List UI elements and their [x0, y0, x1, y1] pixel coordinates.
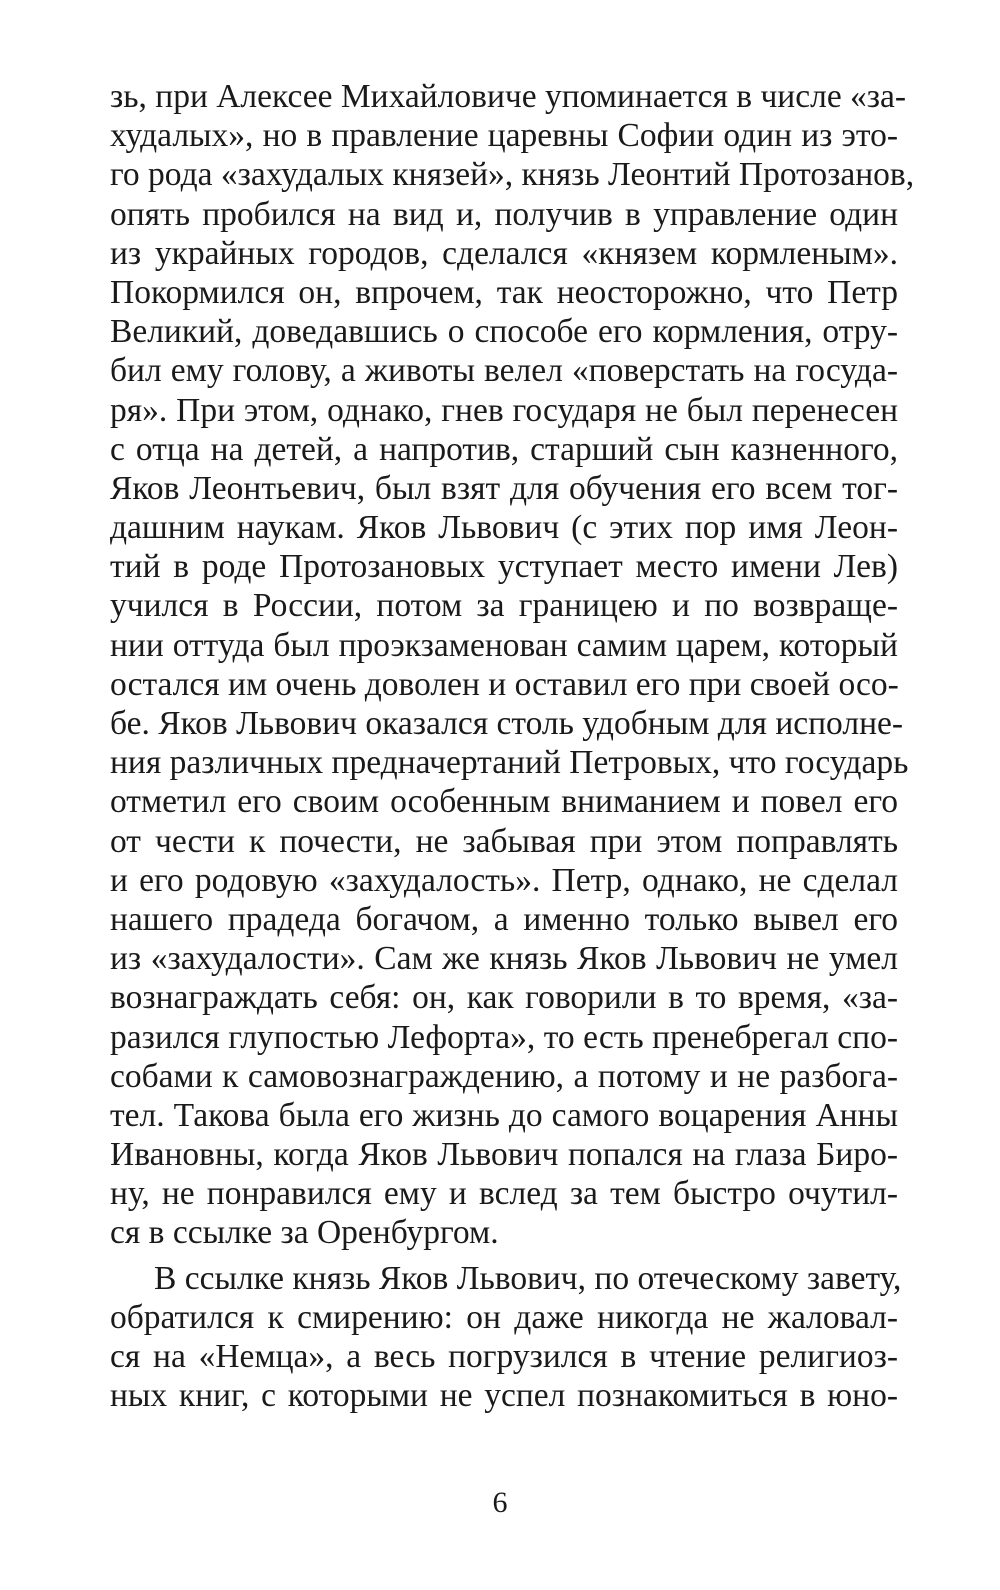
text-line: тел. Такова была его жизнь до самого воцарения Анны: [110, 1096, 898, 1134]
text-line: тий в роде Протозановых уступает место имени Лев): [110, 548, 898, 586]
text-line: из украйных городов, сделался «князем кормленым».: [110, 234, 898, 272]
text-line: остался им очень доволен и оставил его при своей осо-: [110, 665, 899, 703]
text-line: ну, не понравился ему и вслед за тем быстро очутил-: [110, 1175, 898, 1213]
text-line: бил ему голову, а животы велел «поверстать на госуда-: [110, 352, 898, 390]
text-line: собами к самовознаграждению, а потому и не разбога-: [110, 1057, 898, 1095]
text-line: ся на «Немца», а весь погрузился в чтение религиоз-: [110, 1338, 898, 1375]
text-line: вознаграждать себя: он, как говорили в то время, «за-: [110, 979, 898, 1017]
text-line: от чести к почести, не забывая при этом поправлять: [110, 822, 898, 860]
text-line: ся в ссылке за Оренбургом.: [110, 1214, 499, 1252]
text-line: обратился к смирению: он даже никогда не жаловал-: [110, 1298, 898, 1336]
text-line: нашего прадеда богачом, а именно только вывел его: [110, 900, 898, 938]
text-line: Яков Леонтьевич, был взят для обучения его всем тог-: [110, 469, 898, 507]
text-line: разился глупостью Лефорта», то есть пренебрегал спо-: [110, 1018, 898, 1056]
text-line: ных книг, с которыми не успел познакомиться в юно-: [110, 1377, 898, 1415]
body-text: [110, 77, 915, 1415]
text-line: отметил его своим особенным вниманием и повел его: [110, 783, 898, 821]
text-line: дашним наукам. Яков Львович (с этих пор имя Леон-: [110, 509, 898, 547]
text-line: го рода «захудалых князей», князь Леонтий Протозанов,: [110, 156, 915, 194]
text-line: опять пробился на вид и, получив в управление один: [110, 195, 898, 233]
text-line: Ивановны, когда Яков Львович попался на глаза Биро-: [110, 1136, 898, 1174]
text-line: нии оттуда был проэкзаменован самим царем, который: [110, 626, 898, 664]
paragraph-1: [110, 77, 915, 1253]
text-line: учился в России, потом за границею и по возвраще-: [110, 587, 898, 625]
text-line: Великий, доведавшись о способе его кормления, отру-: [110, 313, 898, 351]
page-number: 6: [492, 1486, 508, 1519]
text-line: худалых», но в правление царевны Софии один из это-: [110, 117, 898, 155]
text-line: В ссылке князь Яков Львович, по отеческому завету,: [154, 1259, 902, 1297]
text-line: с отца на детей, а напротив, старший сын казненного,: [110, 430, 898, 468]
text-line: Покормился он, впрочем, так неосторожно, что Петр: [110, 273, 898, 311]
text-line: зь, при Алексее Михайловиче упоминается в числе «за-: [110, 78, 907, 115]
paragraph-2: [110, 1259, 902, 1416]
text-line: ря». При этом, однако, гнев государя не был перенесен: [110, 391, 898, 429]
text-line: из «захудалости». Сам же князь Яков Львович не умел: [110, 940, 898, 978]
text-line: бе. Яков Львович оказался столь удобным для исполне-: [110, 705, 904, 742]
text-line: и его родовую «захудалость». Петр, однако, не сделал: [110, 861, 898, 899]
text-line: ния различных предначертаний Петровых, что государь: [110, 744, 909, 782]
